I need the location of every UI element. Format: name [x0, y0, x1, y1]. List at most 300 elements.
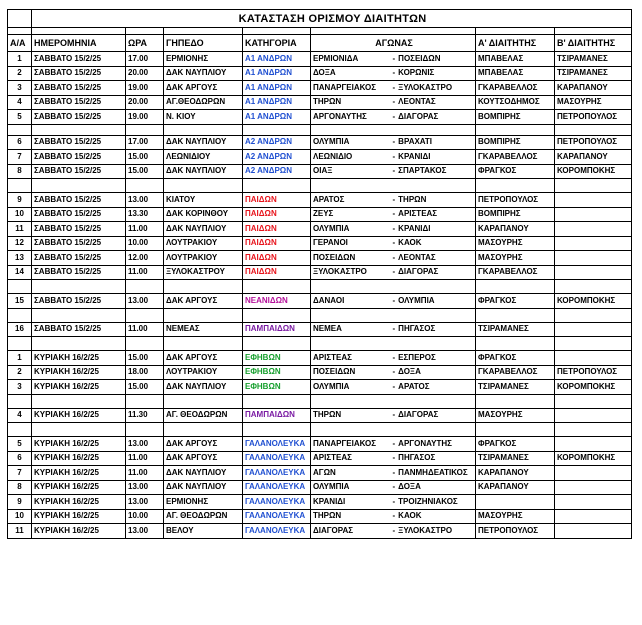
cell-aa: 12 [8, 236, 32, 251]
versus-dash: - [392, 525, 396, 535]
group-spacer-row [8, 394, 632, 408]
cell-ref-a: ΤΣΙΡΑΜΑΝΕΣ [476, 322, 555, 337]
spacer-cell [126, 124, 164, 135]
versus-dash: - [392, 410, 396, 420]
spacer-cell [391, 179, 476, 193]
away-team-name: ΞΥΛΟΚΑΣΤΡΟ [398, 525, 453, 535]
away-team-name: ΔΙΑΓΟΡΑΣ [398, 267, 439, 277]
title-row [8, 10, 632, 28]
cell-home-team: ΟΛΥΜΠΙΑ [311, 135, 391, 150]
spacer-cell [126, 280, 164, 294]
spacer-cell [164, 394, 243, 408]
cell-date: ΚΥΡΙΑΚΗ 16/2/25 [32, 380, 126, 395]
cell-ref-b [555, 351, 632, 366]
versus-dash: - [392, 111, 396, 121]
cell-away-team [391, 294, 476, 309]
away-team-name: ΚΟΡΩΝΙΣ [398, 68, 435, 78]
cell-date: ΣΑΒΒΑΤΟ 15/2/25 [32, 66, 126, 81]
cell-time: 19.00 [126, 81, 164, 96]
cell-category: ΠΑΙΔΩΝ [243, 222, 311, 237]
cell-ref-a: ΓΚΑΡΑΒΕΛΛΟΣ [476, 365, 555, 380]
spacer-cell [311, 124, 391, 135]
cell-time: 20.00 [126, 66, 164, 81]
header-date: ΗΜΕΡΟΜΗΝΙΑ [32, 35, 126, 52]
spacer-cell [32, 124, 126, 135]
table-row [8, 66, 632, 81]
cell-category: ΓΑΛΑΝΟΛΕΥΚΑ [243, 451, 311, 466]
cell-date: ΚΥΡΙΑΚΗ 16/2/25 [32, 524, 126, 539]
cell-ref-a [476, 495, 555, 510]
cell-ref-a: ΒΟΜΠΙΡΗΣ [476, 207, 555, 222]
table-row [8, 95, 632, 110]
cell-aa: 3 [8, 380, 32, 395]
spacer-cell [243, 308, 311, 322]
spacer-cell [8, 337, 32, 351]
spacer-cell [32, 179, 126, 193]
cell-away-team [391, 207, 476, 222]
cell-ref-b: ΚΟΡΟΜΠΟΚΗΣ [555, 164, 632, 179]
cell-away-team [391, 236, 476, 251]
cell-ref-b: ΚΑΡΑΠΑΝΟΥ [555, 81, 632, 96]
referee-assignment-table [7, 9, 632, 539]
cell-category: Α1 ΑΝΔΡΩΝ [243, 66, 311, 81]
spacer-cell [555, 423, 632, 437]
cell-away-team [391, 509, 476, 524]
cell-aa: 5 [8, 110, 32, 125]
cell-away-team [391, 408, 476, 423]
cell-home-team: ΛΕΩΝΙΔΙΟ [311, 150, 391, 165]
table-row [8, 351, 632, 366]
table-row [8, 265, 632, 280]
spacer-cell [243, 394, 311, 408]
spacer-cell [391, 280, 476, 294]
table-row [8, 451, 632, 466]
spacer-cell [243, 280, 311, 294]
group-spacer-row [8, 423, 632, 437]
cell-venue: ΑΓ.ΘΕΟΔΩΡΩΝ [164, 95, 243, 110]
cell-ref-b [555, 480, 632, 495]
cell-time: 11.30 [126, 408, 164, 423]
cell-ref-a: ΚΑΡΑΠΑΝΟΥ [476, 222, 555, 237]
versus-dash: - [392, 381, 396, 391]
away-team-name: ΤΗΡΩΝ [398, 194, 427, 204]
versus-dash: - [392, 295, 396, 305]
cell-venue: ΛΟΥΤΡΑΚΙΟΥ [164, 236, 243, 251]
header-ref-a: Α' ΔΙΑΙΤΗΤΗΣ [476, 35, 555, 52]
cell-time: 10.00 [126, 509, 164, 524]
cell-category: Α1 ΑΝΔΡΩΝ [243, 110, 311, 125]
cell-home-team: ΤΗΡΩΝ [311, 95, 391, 110]
cell-away-team [391, 135, 476, 150]
cell-date: ΚΥΡΙΑΚΗ 16/2/25 [32, 408, 126, 423]
cell-ref-b: ΠΕΤΡΟΠΟΥΛΟΣ [555, 135, 632, 150]
cell-ref-a: ΓΚΑΡΑΒΕΛΛΟΣ [476, 81, 555, 96]
cell-ref-b [555, 222, 632, 237]
cell-ref-b [555, 251, 632, 266]
away-team-name: ΔΙΑΓΟΡΑΣ [398, 410, 439, 420]
cell-aa: 4 [8, 408, 32, 423]
cell-ref-a: ΦΡΑΓΚΟΣ [476, 164, 555, 179]
cell-time: 15.00 [126, 164, 164, 179]
cell-home-team: ΔΑΝΑΟΙ [311, 294, 391, 309]
cell-time: 17.00 [126, 52, 164, 67]
cell-home-team: ΓΕΡΑΝΟΙ [311, 236, 391, 251]
spacer-row [8, 28, 632, 35]
cell-time: 20.00 [126, 95, 164, 110]
cell-category: ΕΦΗΒΩΝ [243, 365, 311, 380]
table-row [8, 480, 632, 495]
cell-date: ΚΥΡΙΑΚΗ 16/2/25 [32, 351, 126, 366]
cell-venue: ΔΑΚ ΑΡΓΟΥΣ [164, 81, 243, 96]
table-row [8, 509, 632, 524]
spacer-cell [476, 308, 555, 322]
cell-home-team: ΕΡΜΙΟΝΙΔΑ [311, 52, 391, 67]
away-team-name: ΚΑΟΚ [398, 238, 422, 248]
spacer-cell [8, 179, 32, 193]
versus-dash: - [392, 82, 396, 92]
spacer-cell [311, 179, 391, 193]
table-row [8, 207, 632, 222]
spacer-cell [126, 337, 164, 351]
spacer-cell [243, 179, 311, 193]
cell-date: ΣΑΒΒΑΤΟ 15/2/25 [32, 193, 126, 208]
spacer-cell [555, 308, 632, 322]
cell-venue: ΕΡΜΙΟΝΗΣ [164, 495, 243, 510]
cell-home-team: ΖΕΥΣ [311, 207, 391, 222]
spacer-cell [8, 280, 32, 294]
cell-aa: 15 [8, 294, 32, 309]
cell-away-team [391, 365, 476, 380]
cell-ref-a: ΜΑΣΟΥΡΗΣ [476, 251, 555, 266]
cell-away-team [391, 495, 476, 510]
cell-category: ΓΑΛΑΝΟΛΕΥΚΑ [243, 509, 311, 524]
away-team-name: ΑΡΓΟΝΑΥΤΗΣ [398, 438, 452, 448]
cell-time: 10.00 [126, 236, 164, 251]
cell-time: 11.00 [126, 451, 164, 466]
versus-dash: - [392, 194, 396, 204]
cell-away-team [391, 524, 476, 539]
cell-category: ΠΑΜΠΑΙΔΩΝ [243, 408, 311, 423]
cell-time: 18.00 [126, 365, 164, 380]
cell-ref-b [555, 408, 632, 423]
versus-dash: - [392, 496, 396, 506]
cell-home-team: ΟΙΑΞ [311, 164, 391, 179]
spacer-cell [391, 308, 476, 322]
away-team-name: ΠΗΓΑΣΟΣ [398, 453, 436, 463]
cell-aa: 9 [8, 193, 32, 208]
away-team-name: ΚΑΟΚ [398, 511, 422, 521]
cell-venue: ΔΑΚ ΝΑΥΠΛΙΟΥ [164, 380, 243, 395]
spacer-cell [32, 394, 126, 408]
versus-dash: - [392, 209, 396, 219]
cell-date: ΣΑΒΒΑΤΟ 15/2/25 [32, 236, 126, 251]
versus-dash: - [392, 438, 396, 448]
cell-home-team: ΑΡΙΣΤΕΑΣ [311, 351, 391, 366]
spacer-cell [555, 280, 632, 294]
spacer-cell [32, 308, 126, 322]
away-team-name: ΠΗΓΑΣΟΣ [398, 324, 436, 334]
cell-time: 13.30 [126, 207, 164, 222]
spacer-cell [476, 394, 555, 408]
header-category: ΚΑΤΗΓΟΡΙΑ [243, 35, 311, 52]
spacer-cell [555, 179, 632, 193]
spacer-cell [311, 394, 391, 408]
cell-aa: 4 [8, 95, 32, 110]
cell-venue: ΑΓ. ΘΕΟΔΩΡΩΝ [164, 408, 243, 423]
header-ref-b: Β' ΔΙΑΙΤΗΤΗΣ [555, 35, 632, 52]
cell-ref-b [555, 193, 632, 208]
cell-date: ΣΑΒΒΑΤΟ 15/2/25 [32, 222, 126, 237]
table-row [8, 380, 632, 395]
away-team-name: ΚΡΑΝΙΔΙ [398, 151, 431, 161]
document-title: ΚΑΤΑΣΤΑΣΗ ΟΡΙΣΜΟΥ ΔΙΑΙΤΗΤΩΝ [32, 10, 632, 28]
versus-dash: - [392, 267, 396, 277]
cell-home-team: ΤΗΡΩΝ [311, 408, 391, 423]
cell-date: ΣΑΒΒΑΤΟ 15/2/25 [32, 150, 126, 165]
cell-ref-b [555, 437, 632, 452]
table-row [8, 466, 632, 481]
table-row [8, 81, 632, 96]
cell-home-team: ΝΕΜΕΑ [311, 322, 391, 337]
cell-aa: 11 [8, 222, 32, 237]
cell-home-team: ΠΟΣΕΙΔΩΝ [311, 251, 391, 266]
spacer-cell [311, 308, 391, 322]
cell-time: 13.00 [126, 437, 164, 452]
spacer-cell [476, 337, 555, 351]
cell-away-team [391, 380, 476, 395]
cell-category: ΓΑΛΑΝΟΛΕΥΚΑ [243, 480, 311, 495]
cell-aa: 2 [8, 365, 32, 380]
versus-dash: - [392, 223, 396, 233]
versus-dash: - [392, 511, 396, 521]
versus-dash: - [392, 467, 396, 477]
cell-away-team [391, 150, 476, 165]
cell-venue: ΔΑΚ ΝΑΥΠΛΙΟΥ [164, 135, 243, 150]
away-team-name: ΑΡΙΣΤΕΑΣ [398, 209, 438, 219]
spacer-cell [476, 423, 555, 437]
cell-ref-a: ΦΡΑΓΚΟΣ [476, 437, 555, 452]
cell-ref-a: ΒΟΜΠΙΡΗΣ [476, 110, 555, 125]
cell-ref-b [555, 524, 632, 539]
cell-time: 13.00 [126, 480, 164, 495]
table-row [8, 110, 632, 125]
spacer-cell [8, 423, 32, 437]
away-team-name: ΔΟΞΑ [398, 482, 421, 492]
cell-date: ΣΑΒΒΑΤΟ 15/2/25 [32, 110, 126, 125]
cell-ref-a: ΚΟΥΤΣΟΔΗΜΟΣ [476, 95, 555, 110]
spacer-cell [8, 124, 32, 135]
spacer-cell [164, 124, 243, 135]
cell-aa: 6 [8, 135, 32, 150]
away-team-name: ΣΠΑΡΤΑΚΟΣ [398, 166, 447, 176]
table-row [8, 437, 632, 452]
away-team-name: ΑΡΑΤΟΣ [398, 381, 430, 391]
cell-time: 13.00 [126, 294, 164, 309]
table-row [8, 495, 632, 510]
cell-venue: ΔΑΚ ΑΡΓΟΥΣ [164, 451, 243, 466]
cell-ref-b: ΚΑΡΑΠΑΝΟΥ [555, 150, 632, 165]
cell-date: ΣΑΒΒΑΤΟ 15/2/25 [32, 265, 126, 280]
cell-away-team [391, 466, 476, 481]
cell-category: ΕΦΗΒΩΝ [243, 351, 311, 366]
cell-away-team [391, 66, 476, 81]
away-team-name: ΤΡΟΙΖΗΝΙΑΚΟΣ [398, 496, 458, 506]
away-team-name: ΕΣΠΕΡΟΣ [398, 352, 436, 362]
table-row [8, 365, 632, 380]
spacer-cell [311, 337, 391, 351]
versus-dash: - [392, 97, 396, 107]
cell-category: Α2 ΑΝΔΡΩΝ [243, 164, 311, 179]
cell-category: ΓΑΛΑΝΟΛΕΥΚΑ [243, 437, 311, 452]
cell-home-team: ΠΑΝΑΡΓΕΙΑΚΟΣ [311, 437, 391, 452]
group-spacer-row [8, 337, 632, 351]
table-row [8, 135, 632, 150]
cell-ref-a: ΜΑΣΟΥΡΗΣ [476, 408, 555, 423]
header-venue: ΓΗΠΕΔΟ [164, 35, 243, 52]
cell-ref-a: ΓΚΑΡΑΒΕΛΛΟΣ [476, 265, 555, 280]
cell-category: Α2 ΑΝΔΡΩΝ [243, 135, 311, 150]
table-row [8, 193, 632, 208]
cell-home-team: ΑΓΩΝ [311, 466, 391, 481]
versus-dash: - [392, 324, 396, 334]
away-team-name: ΔΟΞΑ [398, 367, 421, 377]
spacer-cell [32, 280, 126, 294]
spacer-cell [164, 280, 243, 294]
cell-category: ΠΑΙΔΩΝ [243, 265, 311, 280]
cell-date: ΣΑΒΒΑΤΟ 15/2/25 [32, 81, 126, 96]
cell-date: ΚΥΡΙΑΚΗ 16/2/25 [32, 495, 126, 510]
cell-venue: ΚΙΑΤΟΥ [164, 193, 243, 208]
cell-category: ΠΑΙΔΩΝ [243, 207, 311, 222]
cell-category: ΝΕΑΝΙΔΩΝ [243, 294, 311, 309]
cell-ref-b [555, 236, 632, 251]
cell-ref-a: ΜΠΑΒΕΛΑΣ [476, 52, 555, 67]
cell-time: 13.00 [126, 524, 164, 539]
cell-home-team: ΑΡΙΣΤΕΑΣ [311, 451, 391, 466]
cell-category: ΠΑΙΔΩΝ [243, 193, 311, 208]
cell-aa: 2 [8, 66, 32, 81]
spacer-cell [164, 337, 243, 351]
cell-aa: 1 [8, 351, 32, 366]
spacer-cell [164, 423, 243, 437]
cell-aa: 5 [8, 437, 32, 452]
cell-aa: 10 [8, 509, 32, 524]
spacer-cell [164, 308, 243, 322]
spacer-cell [476, 280, 555, 294]
spacer-cell [311, 423, 391, 437]
table-row [8, 164, 632, 179]
spacer-cell [555, 124, 632, 135]
versus-dash: - [392, 151, 396, 161]
cell-home-team: ΞΥΛΟΚΑΣΤΡΟ [311, 265, 391, 280]
spacer-cell [126, 423, 164, 437]
cell-time: 11.00 [126, 265, 164, 280]
spacer-cell [126, 394, 164, 408]
cell-venue: ΔΑΚ ΝΑΥΠΛΙΟΥ [164, 480, 243, 495]
cell-time: 11.00 [126, 222, 164, 237]
cell-ref-a: ΓΚΑΡΑΒΕΛΛΟΣ [476, 150, 555, 165]
cell-time: 15.00 [126, 351, 164, 366]
cell-category: Α1 ΑΝΔΡΩΝ [243, 52, 311, 67]
cell-time: 11.00 [126, 322, 164, 337]
cell-date: ΣΑΒΒΑΤΟ 15/2/25 [32, 322, 126, 337]
cell-aa: 13 [8, 251, 32, 266]
cell-ref-b: ΤΣΙΡΑΜΑΝΕΣ [555, 52, 632, 67]
versus-dash: - [392, 252, 396, 262]
cell-ref-a: ΒΟΜΠΙΡΗΣ [476, 135, 555, 150]
cell-category: Α2 ΑΝΔΡΩΝ [243, 150, 311, 165]
cell-home-team: ΤΗΡΩΝ [311, 509, 391, 524]
cell-home-team: ΔΙΑΓΟΡΑΣ [311, 524, 391, 539]
spacer-cell [476, 124, 555, 135]
cell-date: ΚΥΡΙΑΚΗ 16/2/25 [32, 365, 126, 380]
away-team-name: ΛΕΟΝΤΑΣ [398, 97, 436, 107]
cell-ref-b [555, 466, 632, 481]
cell-ref-a: ΜΑΣΟΥΡΗΣ [476, 509, 555, 524]
cell-ref-a: ΦΡΑΓΚΟΣ [476, 351, 555, 366]
cell-date: ΣΑΒΒΑΤΟ 15/2/25 [32, 52, 126, 67]
table-row [8, 251, 632, 266]
cell-category: ΕΦΗΒΩΝ [243, 380, 311, 395]
cell-ref-b: ΠΕΤΡΟΠΟΥΛΟΣ [555, 110, 632, 125]
cell-ref-b [555, 207, 632, 222]
header-row [8, 35, 632, 52]
cell-venue: ΔΑΚ ΝΑΥΠΛΙΟΥ [164, 164, 243, 179]
cell-date: ΚΥΡΙΑΚΗ 16/2/25 [32, 437, 126, 452]
cell-category: Α1 ΑΝΔΡΩΝ [243, 81, 311, 96]
versus-dash: - [392, 367, 396, 377]
spacer-cell [391, 337, 476, 351]
spacer-cell [555, 337, 632, 351]
away-team-name: ΠΟΣΕΙΔΩΝ [398, 53, 441, 63]
cell-time: 15.00 [126, 150, 164, 165]
cell-venue: ΕΡΜΙΟΝΗΣ [164, 52, 243, 67]
cell-venue: ΒΕΛΟΥ [164, 524, 243, 539]
cell-venue: ΔΑΚ ΑΡΓΟΥΣ [164, 294, 243, 309]
cell-ref-a: ΚΑΡΑΠΑΝΟΥ [476, 480, 555, 495]
cell-ref-a: ΤΣΙΡΑΜΑΝΕΣ [476, 380, 555, 395]
cell-venue: ΝΕΜΕΑΣ [164, 322, 243, 337]
cell-category: Α1 ΑΝΔΡΩΝ [243, 95, 311, 110]
cell-venue: ΔΑΚ ΝΑΥΠΛΙΟΥ [164, 66, 243, 81]
cell-ref-a: ΜΑΣΟΥΡΗΣ [476, 236, 555, 251]
away-team-name: ΚΡΑΝΙΔΙ [398, 223, 431, 233]
cell-aa: 11 [8, 524, 32, 539]
cell-category: ΠΑΙΔΩΝ [243, 251, 311, 266]
cell-time: 19.00 [126, 110, 164, 125]
spacer-cell [32, 337, 126, 351]
cell-home-team: ΑΡΑΤΟΣ [311, 193, 391, 208]
spacer-cell [243, 337, 311, 351]
cell-ref-a: ΠΕΤΡΟΠΟΥΛΟΣ [476, 193, 555, 208]
spacer-cell [243, 423, 311, 437]
table-row [8, 408, 632, 423]
cell-date: ΚΥΡΙΑΚΗ 16/2/25 [32, 480, 126, 495]
cell-category: ΓΑΛΑΝΟΛΕΥΚΑ [243, 466, 311, 481]
spacer-cell [8, 394, 32, 408]
cell-aa: 16 [8, 322, 32, 337]
cell-venue: ΔΑΚ ΑΡΓΟΥΣ [164, 351, 243, 366]
away-team-name: ΔΙΑΓΟΡΑΣ [398, 111, 439, 121]
cell-ref-b [555, 265, 632, 280]
header-match: ΑΓΩΝΑΣ [311, 35, 476, 52]
versus-dash: - [392, 453, 396, 463]
cell-ref-b: ΚΟΡΟΜΠΟΚΗΣ [555, 451, 632, 466]
cell-date: ΣΑΒΒΑΤΟ 15/2/25 [32, 164, 126, 179]
cell-away-team [391, 437, 476, 452]
spacer-cell [391, 124, 476, 135]
cell-away-team [391, 81, 476, 96]
